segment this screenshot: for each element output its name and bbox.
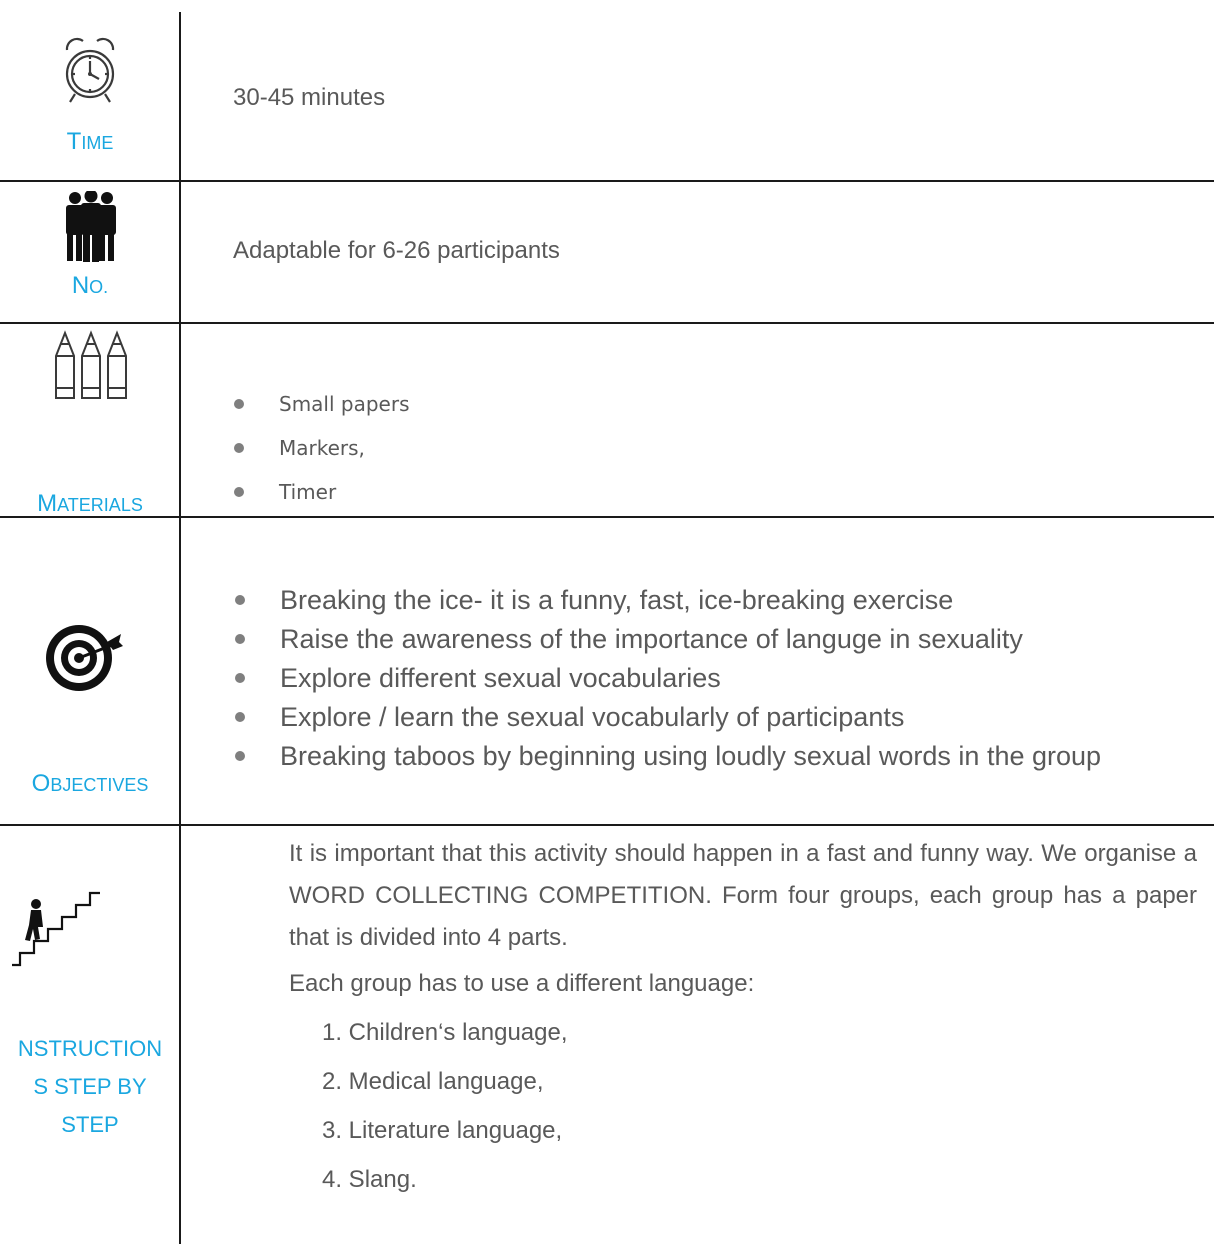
materials-list <box>279 382 410 514</box>
list-item: Breaking the ice- it is a funny, fast, ice-breaking exercise <box>280 581 1101 620</box>
list-item: 1. Children‘s language, <box>322 1019 568 1046</box>
alarm-clock-icon <box>61 36 119 106</box>
list-item: Breaking taboos by beginning using loudly sexual words in the group <box>280 737 1101 776</box>
row-divider <box>0 322 1214 324</box>
row-label-time: TIME <box>66 128 114 155</box>
row-label-materials: MATERIALS <box>37 490 143 517</box>
list-item: Explore different sexual vocabularies <box>280 659 1101 698</box>
pencils-icon <box>53 330 129 402</box>
list-item: 2. Medical language, <box>322 1068 544 1095</box>
target-arrow-icon <box>45 620 125 692</box>
list-item: 4. Slang. <box>322 1166 417 1193</box>
people-silhouettes-icon <box>60 191 122 263</box>
instructions-text <box>289 833 1197 1204</box>
list-item: Raise the awareness of the importance of languge in sexuality <box>280 620 1101 659</box>
list-item: Explore / learn the sexual vocabularly of participants <box>280 698 1101 737</box>
list-item: Small papers <box>279 382 410 426</box>
participants-value: Adaptable for 6-26 participants <box>233 237 560 264</box>
row-divider <box>0 516 1214 518</box>
stairs-climber-icon <box>10 891 102 967</box>
instructions-paragraph: It is important that this activity should happen in a fast and funny way. We organise a WORD COLLECTING COMPETITION. Form four groups, each group has a paper that is divided into 4 parts. <box>289 840 1197 951</box>
list-item: Markers, <box>279 426 410 470</box>
objectives-list <box>280 581 1101 776</box>
row-label-number: NO. <box>71 272 109 299</box>
time-value: 30-45 minutes <box>233 84 386 111</box>
row-divider <box>0 824 1214 826</box>
row-divider <box>0 180 1214 182</box>
row-label-instructions: NSTRUCTION S STEP BY STEP <box>17 1036 163 1137</box>
row-label-objectives: OBJECTIVES <box>31 770 149 797</box>
list-item: Timer <box>279 470 410 514</box>
instructions-lead: Each group has to use a different language: <box>289 970 755 997</box>
list-item: 3. Literature language, <box>322 1117 563 1144</box>
